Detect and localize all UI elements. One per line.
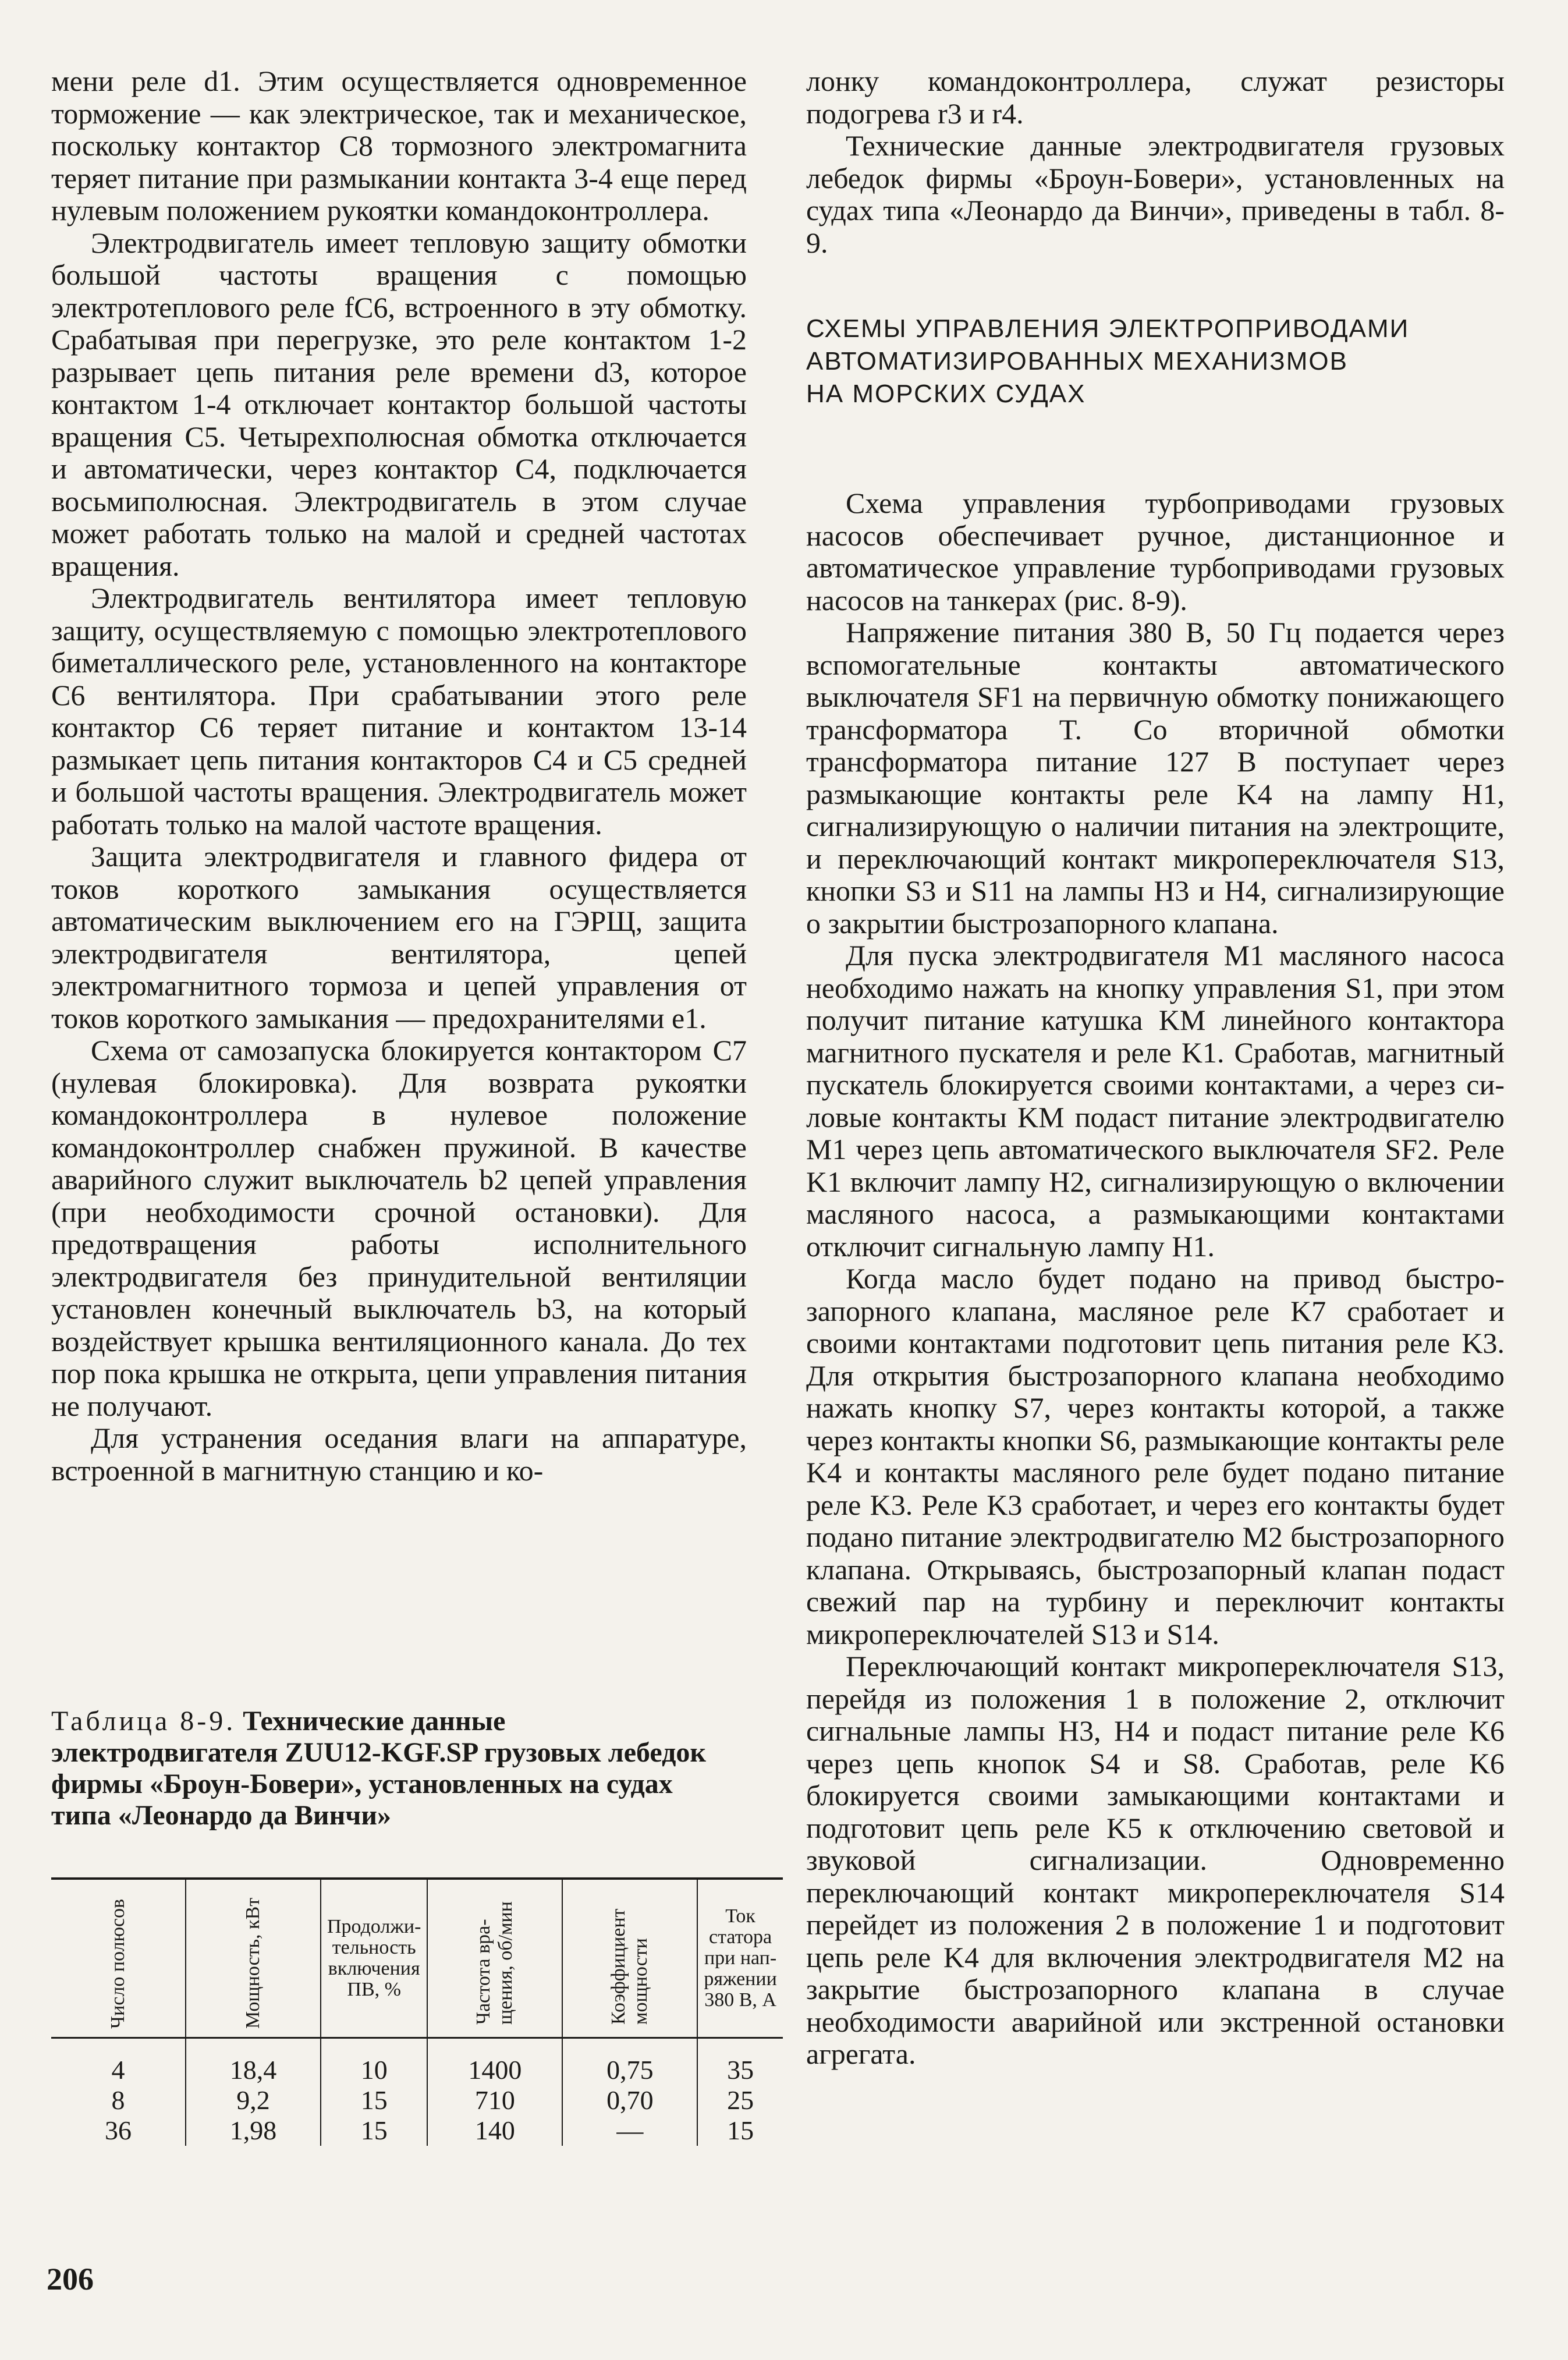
table-cell: 36 xyxy=(105,2116,132,2145)
header-power: Мощность, кВт xyxy=(242,1897,264,2029)
header-rotation-speed: Частота вращения, об/мин xyxy=(473,1901,517,2025)
right-column xyxy=(806,65,1505,2071)
table-cell: 0,75 xyxy=(562,2038,697,2086)
table-cell: 4 xyxy=(111,2055,125,2085)
paragraph: Защита электродвигателя и главного фидера от токов короткого замыкания осуществляется автоматическим выключением его на ГЭРЩ, защита электродвигателя вентилятора, цепей электромагнитного тормоза и цепей управления от токов короткого замыкания — предохранителями e1. xyxy=(51,840,747,1034)
table-cell: 25 xyxy=(697,2085,782,2116)
table-row xyxy=(51,2116,783,2146)
table-cell: 9,2 xyxy=(186,2085,321,2116)
table-header-row xyxy=(51,1879,783,2038)
left-column xyxy=(51,65,747,1487)
table-header-cell xyxy=(427,1879,562,2038)
paragraph: Электродвигатель вентилятора имеет тепловую защиту, осуществляемую с помощью электротеплового биметаллического реле, установленного на контакторе C6 вентилятора. При срабатывании этого реле контактор C6 теряет питание и контактом 13-14 размыкает цепь питания контакторов C4 и C5 средней и большой частоты вращения. Электродвигатель может работать только на малой частоте вращения. xyxy=(51,582,747,841)
table-caption-label: Таблица 8-9. xyxy=(51,1706,236,1737)
header-duty-cycle: Продолжительность включения ПВ, % xyxy=(327,1916,421,2000)
table-cell: 35 xyxy=(697,2038,782,2086)
heading-line: АВТОМАТИЗИРОВАННЫХ МЕХАНИЗМОВ xyxy=(806,347,1348,375)
paragraph: лонку командоконтроллера, служат резисторы подогрева r3 и r4. xyxy=(806,65,1505,130)
table-caption-text: Технические данные электродвигателя ZUU12-KGF.SP грузовых лебедок фирмы «Броун-Бовери», установленных на судах типа «Леонардо да Винчи» xyxy=(51,1706,706,1831)
section-heading xyxy=(806,313,1505,410)
paragraph: Схема управления турбоприводами грузовых насосов обеспечивает ручное, дистанционное и автоматическое управление турбоприводами грузовых насосов на танкерах (рис. 8-9). xyxy=(806,487,1505,616)
table-cell: 15 xyxy=(321,2116,427,2146)
header-stator-current: Ток статора при напряжении 380 В, А xyxy=(704,1905,777,2011)
table-cell: 1400 xyxy=(427,2038,562,2086)
table-cell: 1,98 xyxy=(186,2116,321,2146)
paragraph: Технические данные электродвигателя грузовых лебедок фирмы «Броун-Бовери», установленных на судах типа «Леонардо да Винчи», приведены в табл. 8-9. xyxy=(806,129,1505,259)
table-header-cell xyxy=(321,1879,427,2038)
heading-line: СХЕМЫ УПРАВЛЕНИЯ ЭЛЕКТРОПРИВОДАМИ xyxy=(806,314,1410,343)
table-cell: 15 xyxy=(321,2085,427,2116)
paragraph: Переключающий контакт микропереключателя S13, перейдя из положения 1 в положение 2, отключит сигнальные лампы H3, H4 и подаст питание реле K6 через цепь кнопок S4 и S8. Сработав, реле K6 блокируется своими замыкающими контактами и подготовит цепь реле K5 к отключению световой и звуковой сигнализации. Одновременно переключающий контакт микропереключателя S14 перейдет из положения 2 в положение 1 и подготовит цепь реле K4 для включения электродвигателя M2 на закрытие быстрозапорного клапана в случае необходимости аварийной или экстренной остановки агрегата. xyxy=(806,1650,1505,2070)
paragraph: Для устранения оседания влаги на аппаратуре, встроенной в магнитную станцию и ко- xyxy=(51,1422,747,1487)
paragraph: мени реле d1. Этим осуществляется одновременное торможение — как электрическое, так и механическое, поскольку контактор C8 тормозного электромагнита теряет питание при размыкании контакта 3-4 еще перед нулевым положением рукоятки командоконтроллера. xyxy=(51,65,747,226)
heading-line: НА МОРСКИХ СУДАХ xyxy=(806,380,1086,408)
table-cell: 10 xyxy=(321,2038,427,2086)
table-row xyxy=(51,2085,783,2116)
table-row xyxy=(51,2038,783,2086)
table-cell: 15 xyxy=(697,2116,782,2146)
table-header-cell xyxy=(697,1879,782,2038)
table-header-cell xyxy=(562,1879,697,2038)
table-cell: 18,4 xyxy=(186,2038,321,2086)
paragraph: Когда масло будет подано на привод быстрозапорного клапана, масляное реле K7 сработает и своими контактами подготовит цепь питания реле K3. Для открытия быстрозапорного клапана необходимо нажать кнопку S7, через контакты которой, а также через контакты кнопки S6, размыкающие контакты реле K4 и контакты масляного реле будет подано питание реле K3. Реле K3 сработает, и через его контакты будет подано питание электродвигателю M2 быстрозапорного клапана. Открываясь, быстрозапорный клапан подаст свежий пар на турбину и переключит контакты микропереключателей S13 и S14. xyxy=(806,1262,1505,1650)
paragraph: Напряжение питания 380 В, 50 Гц подается через вспомогательные контакты автоматического выключателя SF1 на первичную обмотку понижающего трансформатора T. Со вторичной обмотки трансформатора питание 127 В поступает через размыкающие контакты реле K4 на лампу H1, сигнализирующую о наличии питания на электрощите, и переключающий контакт микропереключателя S13, кнопки S3 и S11 на лампы H3 и H4, сигнализирующие о закрытии быстрозапорного клапана. xyxy=(806,616,1505,940)
page-number: 206 xyxy=(47,2262,94,2297)
paragraph: Схема от самозапуска блокируется контактором C7 (нулевая блокировка). Для возврата рукоятки командоконтроллера в нулевое положение командоконтроллер снабжен пружиной. В качестве аварийного служит выключатель b2 цепей управления (при необходимости срочной остановки). Для предотвращения работы исполнительного электродвигателя без принудительной вентиляции установлен конечный выключатель b3, на который воздействует крышка вентиляционного канала. До тех пор пока крышка не открыта, цепи управления питания не получают. xyxy=(51,1034,747,1422)
paragraph: Для пуска электродвигателя M1 масляного насоса необходимо нажать на кнопку управления S1, при этом получит питание катушка KM линейного контактора магнитного пускателя и реле K1. Сработав, магнитный пускатель блокируется своими контактами, а через силовые контакты KM подаст питание электродвигателю M1 через цепь автоматического выключателя SF2. Реле K1 включит лампу H2, сигнализирующую о включении масляного насоса, а размыкающими контактами отключит сигнальную лампу H1. xyxy=(806,939,1505,1263)
table-header-cell xyxy=(186,1879,321,2038)
header-power-factor: Коэффициент мощности xyxy=(608,1908,652,2025)
data-table xyxy=(51,1877,783,2146)
header-poles: Число полюсов xyxy=(107,1898,129,2029)
table-cell: — xyxy=(562,2116,697,2146)
table-caption xyxy=(51,1706,732,1831)
paragraph: Электродвигатель имеет тепловую защиту обмотки большой частоты вращения с помощью электротеплового реле fC6, встроенного в эту обмотку. Срабатывая при перегрузке, это реле контактом 1-2 разрывает цепь питания реле времени d3, которое контактом 1-4 отключает контактор большой частоты вращения C5. Четырехполюсная обмотка отключается и автоматически, через контактор C4, подключается восьмиполюсная. Электродвигатель в этом случае может работать только на малой и средней частотах вращения. xyxy=(51,226,747,582)
table-cell: 140 xyxy=(427,2116,562,2146)
table-header-cell xyxy=(51,1879,186,2038)
table-cell: 0,70 xyxy=(562,2085,697,2116)
table-cell: 8 xyxy=(111,2085,125,2115)
table-cell: 710 xyxy=(427,2085,562,2116)
